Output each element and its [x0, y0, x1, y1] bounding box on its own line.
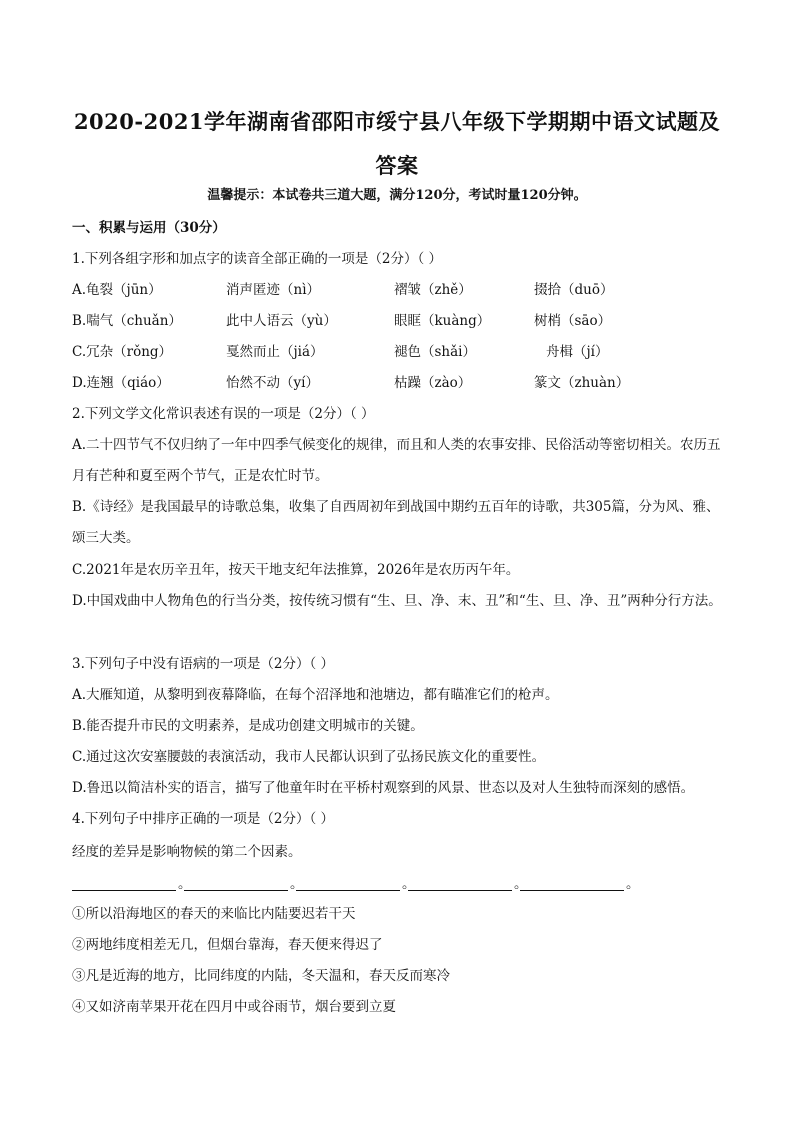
option-a-1: A.龟裂（jūn）: [72, 282, 162, 298]
answer-blank-4[interactable]: [408, 874, 512, 891]
option-a-2: 消声匿迹（nì）: [226, 282, 321, 298]
question-4-stem: 4.下列句子中排序正确的一项是（2分）（ ）: [72, 811, 335, 827]
option-d-3: 枯躁（zào）: [394, 375, 472, 391]
option-d-2: 怡然不动（yí）: [226, 375, 319, 391]
sentence-item-2: ②两地纬度相差无几，但烟台靠海，春天便来得迟了: [72, 937, 383, 953]
answer-blank-3[interactable]: [296, 874, 400, 891]
question-2-stem: 2.下列文学文化常识表述有误的一项是（2分）（ ）: [72, 406, 375, 422]
option-b-1: B.喘气（chuǎn）: [72, 313, 182, 329]
question-2-option-d: D.中国戏曲中人物角色的行当分类，按传统习惯有“生、旦、净、末、丑”和“生、旦、净、丑”两种分行方法。: [72, 593, 722, 609]
sentence-item-3: ③凡是近海的地方，比同纬度的内陆，冬天温和，春天反而寒冷: [72, 968, 450, 984]
question-1-stem: 1.下列各组字形和加点字的读音全部正确的一项是（2分）（ ）: [72, 251, 443, 267]
option-d-4: 篆文（zhuàn）: [534, 375, 630, 391]
answer-blank-2[interactable]: [184, 874, 288, 891]
sentence-item-4: ④又如济南苹果开花在四月中或谷雨节，烟台要到立夏: [72, 999, 396, 1015]
blank-period: 。: [402, 876, 416, 892]
option-b-3: 眼眶（kuàng）: [394, 313, 491, 329]
answer-blanks: [72, 874, 722, 894]
option-c-1: C.冗杂（rǒng）: [72, 344, 173, 360]
blank-period: 。: [514, 876, 528, 892]
question-2-option-a: A.二十四节气不仅归纳了一年中四季气候变化的规律，而且和人类的农事安排、民俗活动等密切相关。农历五月有芒种和夏至两个节气，正是农忙时节。: [72, 437, 721, 484]
question-3-stem: 3.下列句子中没有语病的一项是（2分）（ ）: [72, 656, 335, 672]
question-3-option-d: D.鲁迅以简洁朴实的语言，描写了他童年时在平桥村观察到的风景、世态以及对人生独特而深刻的感悟。: [72, 780, 695, 796]
blank-period: 。: [290, 876, 304, 892]
answer-blank-1[interactable]: [72, 874, 176, 891]
option-a-3: 褶皱（zhě）: [394, 282, 472, 298]
exam-notice: 温馨提示：本试卷共三道大题，满分120分，考试时量120分钟。: [207, 188, 587, 203]
document-title: 2020-2021学年湖南省邵阳市绥宁县八年级下学期期中语文试题及答案: [73, 109, 721, 178]
blank-period: 。: [178, 876, 192, 892]
question-4-lead-sentence: 经度的差异是影响物候的第二个因素。: [72, 844, 302, 860]
answer-blank-5[interactable]: [520, 874, 624, 891]
option-d-1: D.连翘（qiáo）: [72, 375, 170, 391]
option-c-3: 褪色（shǎi）: [394, 344, 476, 360]
blank-period: 。: [626, 876, 640, 892]
option-b-4: 树梢（sāo）: [534, 313, 612, 329]
option-a-4: 掇拾（duō）: [534, 282, 614, 298]
question-2-option-b: B.《诗经》是我国最早的诗歌总集，收集了自西周初年到战国中期约五百年的诗歌，共305篇，分为风、雅、颂三大类。: [72, 499, 720, 546]
question-3-option-c: C.通过这次安塞腰鼓的表演活动，我市人民都认识到了弘扬民族文化的重要性。: [72, 749, 546, 765]
question-3-option-a: A.大雁知道，从黎明到夜幕降临，在每个沼泽地和池塘边，都有瞄准它们的枪声。: [72, 687, 559, 703]
section-heading: 一、积累与运用（30分）: [72, 220, 226, 236]
option-c-4: 舟楫（jí）: [546, 344, 609, 360]
question-3-option-b: B.能否提升市民的文明素养，是成功创建文明城市的关键。: [72, 718, 424, 734]
sentence-item-1: ①所以沿海地区的春天的来临比内陆要迟若干天: [72, 906, 356, 922]
option-c-2: 戛然而止（jiá）: [226, 344, 324, 360]
option-b-2: 此中人语云（yù）: [226, 313, 337, 329]
question-2-option-c: C.2021年是农历辛丑年，按天干地支纪年法推算，2026年是农历丙午年。: [72, 562, 520, 578]
